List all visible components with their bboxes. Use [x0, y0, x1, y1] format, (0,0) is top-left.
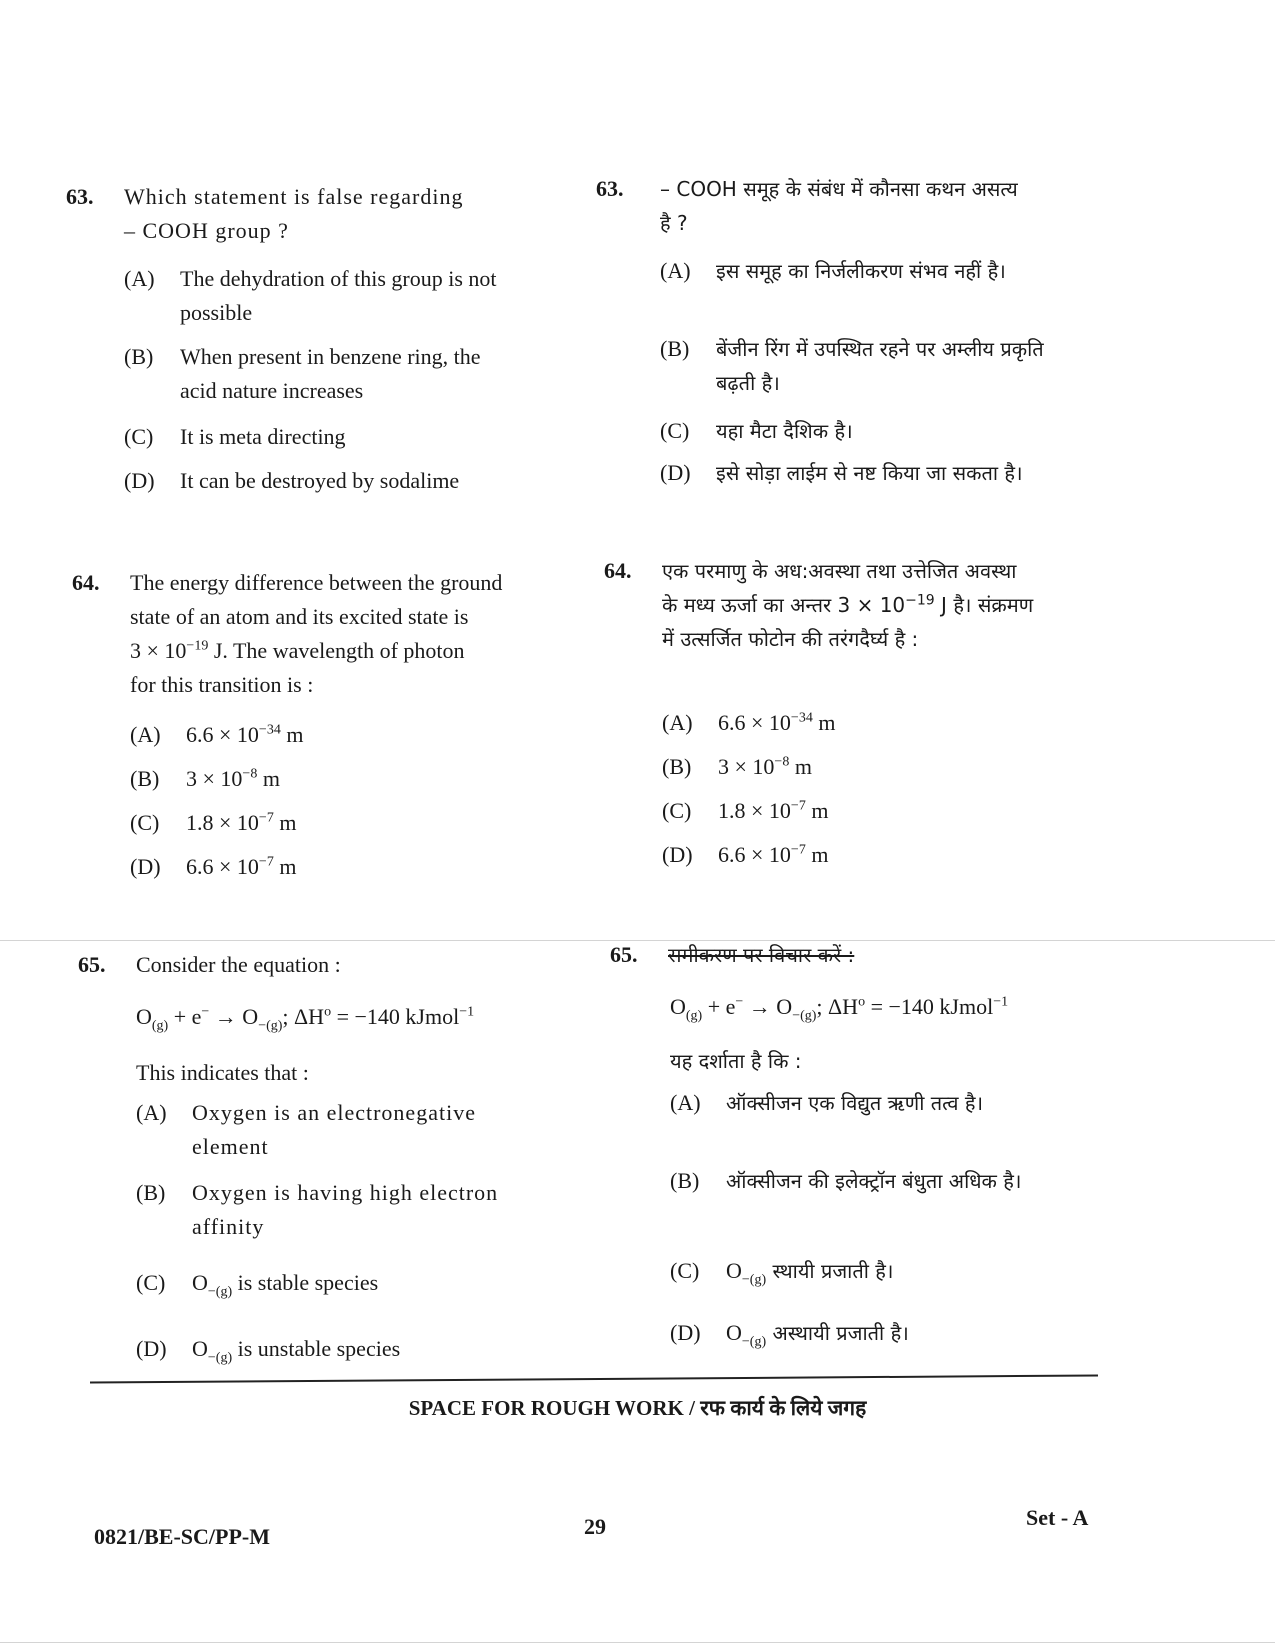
option-label: (A) — [130, 722, 161, 747]
species-state: (g) — [749, 1272, 767, 1288]
species-symbol: O — [726, 1320, 742, 1345]
option-label: (A) — [136, 1100, 167, 1125]
species-symbol: O — [192, 1270, 208, 1295]
rough-work-divider — [90, 1374, 1098, 1383]
option-text — [180, 340, 556, 408]
value-base: 3 × 10 — [186, 766, 243, 791]
page-number: 29 — [584, 1514, 606, 1539]
equation-fragment: → O — [209, 1004, 259, 1029]
equation-superscript: o — [858, 994, 866, 1010]
value-base: 6.6 × 10 — [186, 722, 259, 747]
question-text: यह दर्शाता है कि : — [670, 1049, 802, 1073]
question-text — [662, 554, 1096, 656]
value-unit: m — [805, 798, 829, 823]
option-label: (B) — [124, 344, 154, 369]
option-text — [192, 1332, 568, 1366]
option-text — [186, 850, 556, 884]
value-exponent: −7 — [258, 810, 274, 826]
option-text — [716, 332, 1096, 400]
question-text: समीकरण पर विचार करें : — [668, 943, 855, 967]
equation-superscript: −1 — [993, 994, 1009, 1010]
set-label: Set - A — [1026, 1505, 1089, 1530]
option-text — [192, 1176, 568, 1244]
equation-fragment: O — [670, 994, 686, 1019]
value-base: 6.6 × 10 — [186, 854, 259, 879]
equation-subscript — [258, 1018, 282, 1033]
species-symbol: O — [192, 1336, 208, 1361]
question-text — [660, 172, 1096, 240]
value-exponent: −34 — [790, 710, 813, 726]
question-text: This indicates that : — [136, 1060, 309, 1085]
option-label: (B) — [130, 766, 160, 791]
species-subscript — [208, 1284, 232, 1299]
option-label: (D) — [670, 1320, 701, 1345]
species-subscript — [742, 1334, 766, 1349]
equation-fragment: − — [792, 1008, 801, 1024]
species-symbol: O — [726, 1258, 742, 1283]
option-text: ऑक्सीजन एक विद्युत ऋणी तत्व है। — [726, 1091, 984, 1115]
option-text-line: The dehydration of this group is not — [180, 266, 497, 291]
rough-work-label: SPACE FOR ROUGH WORK / रफ कार्य के लिये जगह — [408, 1396, 867, 1420]
value-exponent: −7 — [790, 842, 806, 858]
option-text-line: possible — [180, 300, 253, 325]
chemical-equation — [670, 990, 1008, 1024]
equation-fragment: ; ΔH — [282, 1004, 325, 1029]
option-label: (D) — [662, 842, 693, 867]
option-text — [180, 262, 556, 330]
question-number: 63. — [66, 184, 94, 209]
equation-fragment: (g) — [800, 1008, 817, 1024]
equation-superscript: − — [201, 1004, 210, 1020]
option-text — [718, 706, 1096, 740]
question-text — [130, 566, 556, 702]
option-label: (C) — [124, 424, 154, 449]
value-base: 3 × 10 — [130, 638, 187, 663]
option-text-fragment: is unstable species — [232, 1336, 401, 1361]
equation-fragment: = −140 kJmol — [865, 994, 994, 1019]
option-text-line: बेंजीन रिंग में उपस्थित रहने पर अम्लीय प्रकृति — [716, 337, 1044, 361]
option-text-line: acid nature increases — [180, 378, 364, 403]
equation-fragment: O — [136, 1004, 152, 1029]
option-text-line: affinity — [192, 1214, 265, 1239]
equation-superscript: o — [324, 1004, 332, 1020]
question-text-line: state of an atom and its excited state is — [130, 604, 469, 629]
option-label: (A) — [662, 710, 693, 735]
question-text-line: – COOH समूह के संबंध में कौनसा कथन असत्य — [660, 177, 1018, 201]
paper-code: 0821/BE-SC/PP-M — [94, 1524, 270, 1549]
option-text — [718, 794, 1096, 828]
option-text: यहा मैटा दैशिक है। — [716, 419, 853, 443]
value-base: 6.6 × 10 — [718, 710, 791, 735]
value-exponent: −34 — [258, 722, 281, 738]
equation-fragment: → O — [743, 994, 793, 1019]
option-text-line: When present in benzene ring, the — [180, 344, 481, 369]
option-label: (D) — [136, 1336, 167, 1361]
value-base: 6.6 × 10 — [718, 842, 791, 867]
option-text-fragment: is stable species — [232, 1270, 379, 1295]
question-text-line: – COOH group ? — [124, 218, 289, 243]
option-label: (B) — [660, 336, 690, 361]
question-text-line — [130, 634, 556, 668]
value-base: 1.8 × 10 — [186, 810, 259, 835]
question-number: 63. — [596, 176, 624, 201]
option-label: (D) — [124, 468, 155, 493]
species-subscript — [742, 1272, 766, 1287]
option-label: (D) — [660, 460, 691, 485]
equation-subscript: (g) — [151, 1018, 169, 1034]
value-base: 1.8 × 10 — [718, 798, 791, 823]
equation-superscript: − — [735, 994, 744, 1010]
question-text — [124, 180, 556, 248]
option-text — [192, 1266, 568, 1300]
option-text-line: Oxygen is having high electron — [192, 1180, 499, 1205]
question-text-line: for this transition is : — [130, 672, 314, 697]
value-exponent: −19 — [905, 592, 935, 609]
option-text — [186, 806, 556, 840]
value-unit: m — [812, 710, 836, 735]
equation-subscript: (g) — [685, 1008, 703, 1024]
value-unit: m — [273, 810, 297, 835]
equation-fragment: = −140 kJmol — [331, 1004, 460, 1029]
species-state: (g) — [215, 1284, 233, 1300]
option-label: (C) — [662, 798, 692, 823]
question-number: 65. — [78, 952, 106, 977]
value-exponent: −8 — [242, 766, 258, 782]
question-text-line: में उत्सर्जित फोटोन की तरंगदैर्घ्य है : — [662, 627, 919, 651]
option-label: (C) — [660, 418, 690, 443]
question-number: 64. — [604, 558, 632, 583]
question-text-line: है ? — [660, 211, 688, 235]
species-state: (g) — [215, 1350, 233, 1366]
option-text: इसे सोड़ा लाईम से नष्ट किया जा सकता है। — [716, 461, 1023, 485]
option-label: (C) — [670, 1258, 700, 1283]
option-label: (A) — [670, 1090, 701, 1115]
value-unit: m — [805, 842, 829, 867]
option-label: (C) — [136, 1270, 166, 1295]
option-text-line: Oxygen is an electronegative — [192, 1100, 476, 1125]
value-unit: m — [273, 854, 297, 879]
value-exponent: −19 — [186, 638, 209, 654]
equation-fragment: (g) — [266, 1018, 283, 1034]
question-text-line: एक परमाणु के अध:अवस्था तथा उत्तेजित अवस्था — [662, 559, 1017, 583]
option-text — [192, 1096, 568, 1164]
question-text-line: Which statement is false regarding — [124, 184, 464, 209]
value-exponent: −8 — [774, 754, 790, 770]
option-label: (B) — [670, 1168, 700, 1193]
option-label: (A) — [660, 258, 691, 283]
option-text — [186, 762, 556, 796]
option-text-line: बढ़ती है। — [716, 371, 780, 395]
equation-fragment: + e — [702, 994, 736, 1019]
species-state: (g) — [749, 1334, 767, 1350]
option-label: (C) — [130, 810, 160, 835]
option-text — [718, 838, 1096, 872]
value-exponent: −7 — [258, 854, 274, 870]
species-charge: − — [741, 1334, 750, 1350]
option-text — [726, 1254, 1096, 1288]
equation-subscript — [792, 1008, 816, 1023]
option-text-fragment: स्थायी प्रजाती है। — [766, 1259, 894, 1283]
option-text: इस समूह का निर्जलीकरण संभव नहीं है। — [716, 259, 1006, 283]
species-charge: − — [741, 1272, 750, 1288]
question-text-fragment: के मध्य ऊर्जा का अन्तर 3 × 10 — [662, 593, 906, 617]
option-text-line: element — [192, 1134, 269, 1159]
option-text: It can be destroyed by sodalime — [180, 468, 460, 493]
option-label: (B) — [662, 754, 692, 779]
value-unit: m — [280, 722, 304, 747]
option-text: It is meta directing — [180, 424, 346, 449]
equation-fragment: + e — [168, 1004, 202, 1029]
option-text — [186, 718, 556, 752]
question-text-line — [662, 588, 1096, 622]
option-label: (A) — [124, 266, 155, 291]
question-text-fragment: J है। संक्रमण — [934, 593, 1034, 617]
value-unit: m — [257, 766, 280, 791]
equation-fragment: ; ΔH — [816, 994, 859, 1019]
species-charge: − — [207, 1284, 216, 1300]
option-text: ऑक्सीजन की इलेक्ट्रॉन बंधुता अधिक है। — [726, 1169, 1022, 1193]
chemical-equation — [136, 1000, 474, 1034]
species-charge: − — [207, 1350, 216, 1366]
value-unit: m — [789, 754, 812, 779]
question-text-fragment: J. The wavelength of photon — [208, 638, 465, 663]
question-text: Consider the equation : — [136, 952, 341, 977]
option-label: (B) — [136, 1180, 166, 1205]
species-subscript — [208, 1350, 232, 1365]
option-label: (D) — [130, 854, 161, 879]
equation-fragment: − — [258, 1018, 267, 1034]
value-exponent: −7 — [790, 798, 806, 814]
equation-superscript: −1 — [459, 1004, 475, 1020]
question-number: 64. — [72, 570, 100, 595]
option-text-fragment: अस्थायी प्रजाती है। — [766, 1321, 909, 1345]
question-text-line: The energy difference between the ground — [130, 570, 503, 595]
scan-bottom-line — [0, 1642, 1275, 1643]
question-number: 65. — [610, 942, 638, 967]
value-base: 3 × 10 — [718, 754, 775, 779]
option-text — [726, 1316, 1096, 1350]
option-text — [718, 750, 1096, 784]
